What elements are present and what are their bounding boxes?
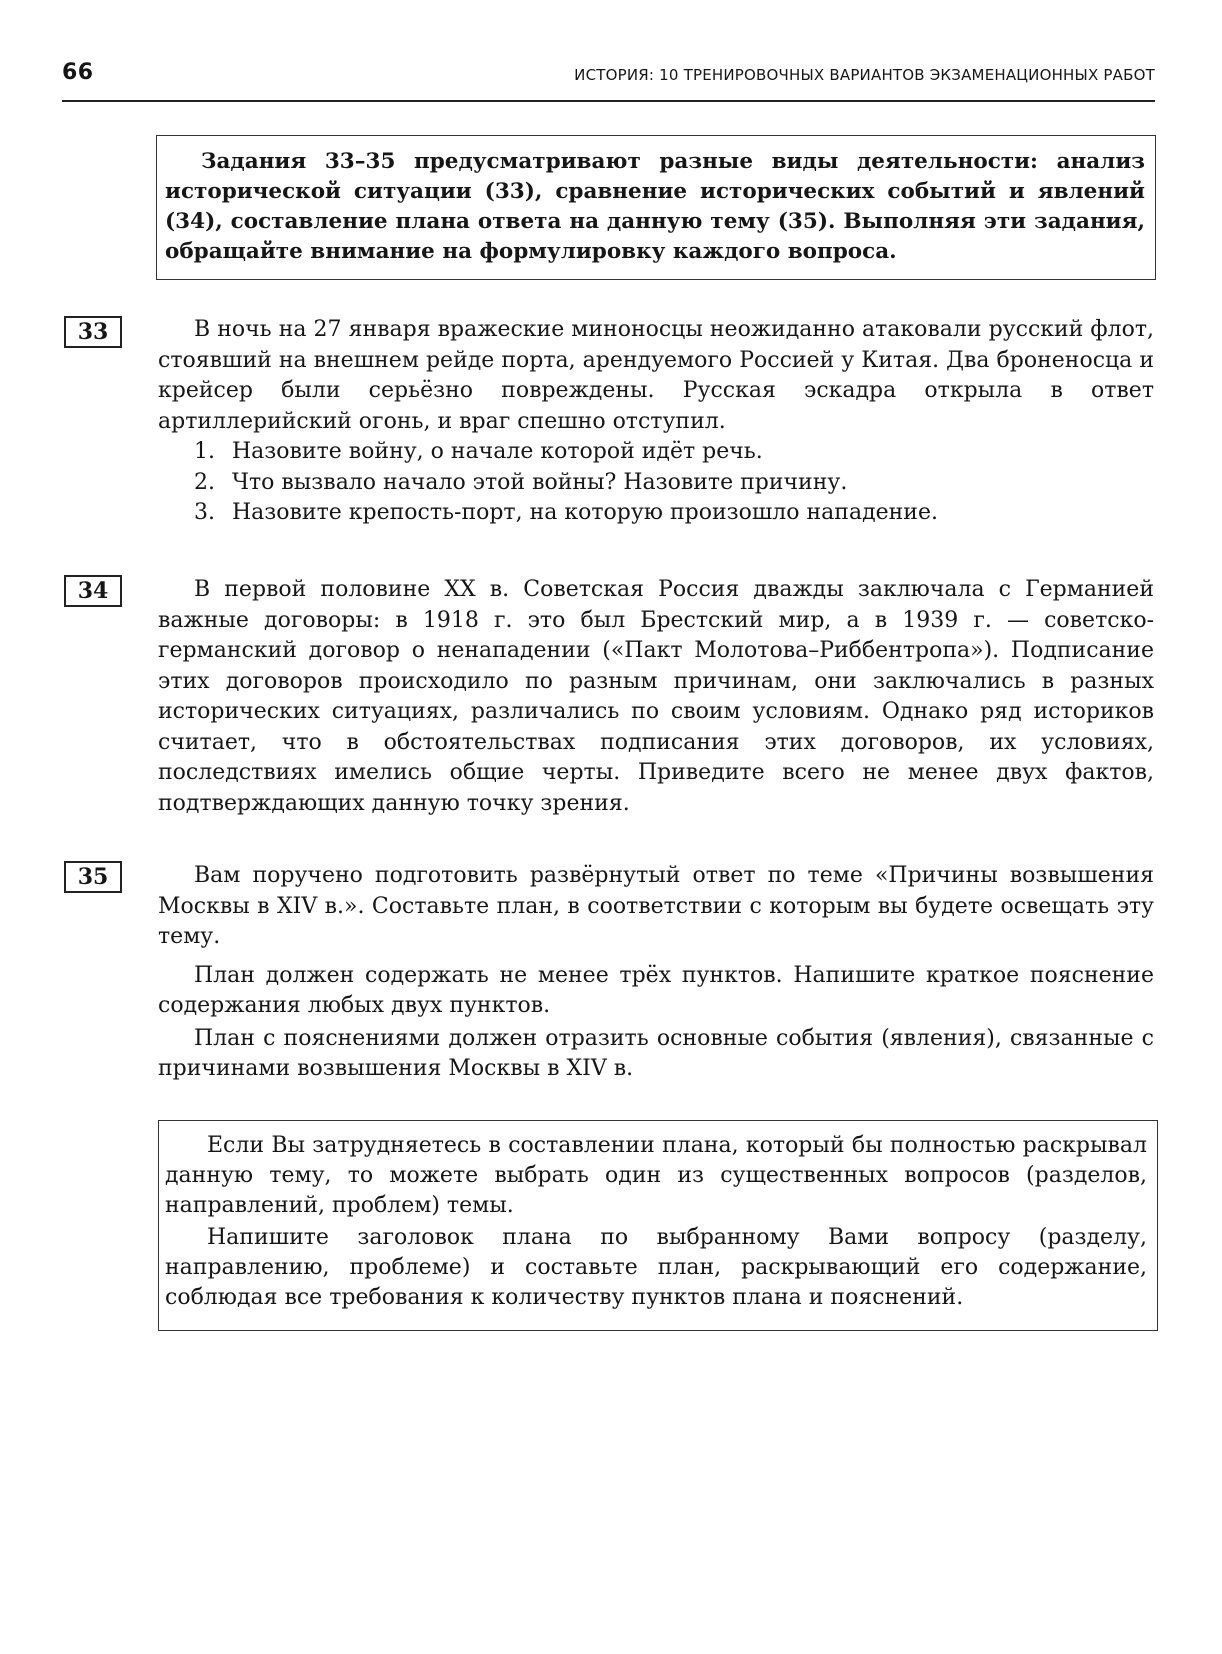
page-number: 66: [62, 60, 94, 85]
hint-box: [158, 1120, 1158, 1331]
task-35: [158, 861, 1154, 1085]
task-33-questions: [158, 437, 1154, 529]
task-number-35: 35: [64, 861, 122, 893]
task-35-requirements: План должен содержать не менее трёх пунктов. Напишите краткое пояснение содержания любых двух пунктов.: [158, 962, 1154, 1018]
question-item: [158, 498, 1154, 529]
instruction-box: Задания 33–35 предусматривают разные виды деятельности: анализ исторической ситуации (33), сравнение исторических событий и явлений (34), составление плана ответа на данную тему (35). Выполняя эти задания, обращайте внимание на формулировку каждого вопроса.: [156, 135, 1156, 280]
task-34: [158, 575, 1154, 819]
task-34-text: В первой половине XX в. Советская Россия дважды заключала с Германией важные договоры: в 1918 г. это был Брестский мир, а в 1939 г. — советско-германский договор о ненападении («Пакт Молотова–Риббентропа»). Подписание этих договоров происходило по разным причинам, они заключались в разных исторических ситуациях, различались по своим условиям. Однако ряд историков считает, что в обстоятельствах подписания этих договоров, их условиях, последствиях имелись общие черты. Приведите всего не менее двух фактов, подтверждающих данную точку зрения.: [158, 577, 1154, 816]
task-33: [158, 315, 1154, 529]
task-35-explanation: План с пояснениями должен отразить основные события (явления), связанные с причинами возвышения Москвы в XIV в.: [158, 1025, 1154, 1081]
hint-text: Если Вы затрудняетесь в составлении плана, который бы полностью раскрывал данную тему, то можете выбрать один из существенных вопросов (разделов, направлений, проблем) темы.: [165, 1133, 1147, 1218]
question-item: [158, 437, 1154, 468]
question-text: Назовите крепость-порт, на которую произошло нападение.: [232, 500, 938, 525]
task-33-text: В ночь на 27 января вражеские миноносцы неожиданно атаковали русский флот, стоявший на внешнем рейде порта, арендуемого Россией у Китая. Два броненосца и крейсер были серьёзно повреждены. Русская эскадра открыла в ответ артиллерийский огонь, и враг спешно отступил.: [158, 317, 1154, 434]
page-header: [62, 52, 1155, 102]
question-number: 1.: [194, 439, 215, 464]
question-number: 3.: [194, 500, 215, 525]
task-35-text: Вам поручено подготовить развёрнутый ответ по теме «Причины возвышения Москвы в XIV в.». Составьте план, в соответствии с которым вы будете освещать эту тему.: [158, 863, 1154, 949]
question-number: 2.: [194, 469, 215, 495]
question-item: [158, 468, 1154, 499]
running-title: ИСТОРИЯ: 10 ТРЕНИРОВОЧНЫХ ВАРИАНТОВ ЭКЗАМЕНАЦИОННЫХ РАБОТ: [574, 66, 1155, 84]
hint-text: Напишите заголовок плана по выбранному Вами вопросу (разделу, направлению, проблеме) и составьте план, раскрывающий его содержание, соблюдая все требования к количеству пунктов плана и пояснений.: [165, 1225, 1147, 1310]
task-number-34: 34: [64, 575, 122, 607]
question-text: Назовите войну, о начале которой идёт речь.: [232, 439, 763, 464]
task-number-33: 33: [64, 316, 122, 348]
question-text: Что вызвало начало этой войны? Назовите причину.: [232, 469, 848, 495]
